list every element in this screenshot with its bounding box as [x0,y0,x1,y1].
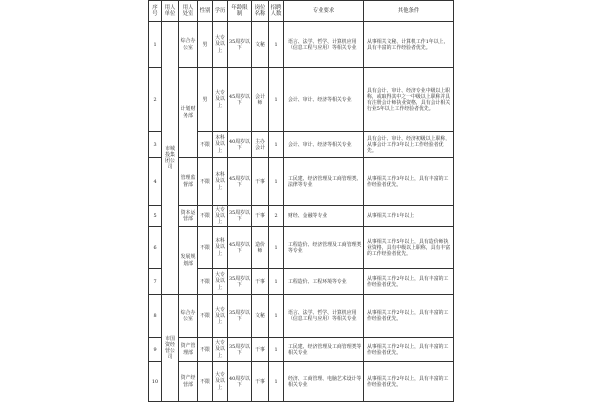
other-cell: 从事相关工作2年以上，具有丰富的工作经验者优先。 [364,338,454,362]
major-cell: 会计、审计、经济等相关专业 [284,68,364,132]
edu-cell: 大专及以上 [213,22,228,68]
recruitment-table [148,0,454,402]
header-other: 其他条件 [364,1,454,22]
major-cell: 语言、法学、哲学、计算机应用（信息工程与应用）等相关专业 [284,22,364,68]
other-cell: 具有会计、审计、经济初级以上职称，从事会计工作3年以上工作经验者优先。 [364,132,454,158]
major-cell: 会计、审计、经济等相关专业 [284,132,364,158]
unit-cell: 市城投集团公司 [162,22,179,295]
header-age: 年龄限制 [228,1,252,22]
other-cell: 从事相关文秘、计算机工作1年以上，具有丰富的工作经验者优先。 [364,22,454,68]
num-cell: 1 [269,158,284,206]
num-cell: 1 [269,338,284,362]
age-cell: 40周岁以下 [228,362,252,402]
age-cell: 45周岁以下 [228,158,252,206]
gender-cell: 不限 [198,295,213,338]
table-row [149,227,454,269]
other-cell: 从事相关工作2年以上，具有丰富的工作经验者优先。 [364,269,454,295]
dept-cell: 综合办公室 [179,295,198,338]
edu-cell: 大专及以上 [213,206,228,227]
num-cell: 1 [269,362,284,402]
gender-cell: 不限 [198,338,213,362]
row-no: 2 [149,68,162,132]
table-row [149,158,454,206]
header-gender: 性别 [198,1,213,22]
edu-cell: 大专及以上 [213,362,228,402]
header-num: 招聘人数 [269,1,284,22]
num-cell: 1 [269,295,284,338]
header-row [149,1,454,22]
gender-cell: 不限 [198,227,213,269]
gender-cell: 不限 [198,206,213,227]
edu-cell: 大专及以上 [213,295,228,338]
table-row [149,338,454,362]
post-cell: 干事 [252,362,269,402]
num-cell: 1 [269,68,284,132]
other-cell: 从事相关工作5年以上，具有造价师执业资格，具有中级以上职称，具有丰富的工作经验者优先。 [364,227,454,269]
age-cell: 45周岁以下 [228,68,252,132]
post-cell: 干事 [252,338,269,362]
gender-cell: 不限 [198,132,213,158]
header-no: 序号 [149,1,162,22]
row-no: 5 [149,206,162,227]
dept-cell: 资本运营部 [179,206,198,227]
post-cell: 干事 [252,158,269,206]
age-cell: 35周岁以下 [228,206,252,227]
post-cell: 文秘 [252,295,269,338]
row-no: 7 [149,269,162,295]
other-cell: 具有会计、审计、经济专业中级以上职称，或取得其中之一中级以上职称并具有注册会计师执业资格，具有会计相关行业5年以上工作经验者优先。 [364,68,454,132]
edu-cell: 大专及以上 [213,68,228,132]
recruitment-table-page [148,0,453,400]
header-edu: 学历 [213,1,228,22]
age-cell: 35周岁以下 [228,22,252,68]
header-post: 岗位名称 [252,1,269,22]
header-unit: 用人单位 [162,1,179,22]
row-no: 6 [149,227,162,269]
unit-cell: 市国资经营公司 [162,295,179,402]
age-cell: 45周岁以下 [228,227,252,269]
edu-cell: 大专及以上 [213,269,228,295]
table-row [149,362,454,402]
gender-cell: 男 [198,22,213,68]
major-cell: 财经、金融等专业 [284,206,364,227]
age-cell: 35周岁以下 [228,338,252,362]
num-cell: 1 [269,22,284,68]
other-cell: 从事相关工作3年以上，具有丰富的工作经验者优先。 [364,158,454,206]
major-cell: 工程造价、工程环境等专业 [284,269,364,295]
age-cell: 40周岁以下 [228,132,252,158]
major-cell: 经济、工商管理、电脑艺术设计等相关专业 [284,362,364,402]
gender-cell: 不限 [198,362,213,402]
gender-cell: 男 [198,68,213,132]
table-row [149,22,454,68]
dept-cell: 计划财务部 [179,68,198,158]
age-cell: 35周岁以下 [228,269,252,295]
dept-cell: 综合办公室 [179,22,198,68]
row-no: 1 [149,22,162,68]
header-major: 专业要求 [284,1,364,22]
major-cell: 语言、法学、哲学、计算机应用（信息工程与应用）等相关专业 [284,295,364,338]
gender-cell: 不限 [198,269,213,295]
table-row [149,206,454,227]
post-cell: 造价师 [252,227,269,269]
dept-cell: 管理监督部 [179,158,198,206]
table-row [149,295,454,338]
header-dept: 用人处室 [179,1,198,22]
num-cell: 1 [269,227,284,269]
row-no: 4 [149,158,162,206]
row-no: 3 [149,132,162,158]
age-cell: 35周岁以下 [228,295,252,338]
post-cell: 主办会计 [252,132,269,158]
major-cell: 工民建、经济管理及工商管理类等相关专业 [284,338,364,362]
num-cell: 1 [269,269,284,295]
row-no: 10 [149,362,162,402]
row-no: 9 [149,338,162,362]
post-cell: 会计师 [252,68,269,132]
other-cell: 从事相关工作1年以上 [364,206,454,227]
major-cell: 工程造价、经济管理及工商管理类等专业 [284,227,364,269]
edu-cell: 大专及以上 [213,338,228,362]
dept-cell: 发展规划部 [179,227,198,295]
gender-cell: 不限 [198,158,213,206]
edu-cell: 本科及以上 [213,227,228,269]
num-cell: 1 [269,132,284,158]
dept-cell: 资产管理部 [179,338,198,362]
post-cell: 文秘 [252,22,269,68]
post-cell: 干事 [252,269,269,295]
table-row [149,68,454,132]
edu-cell: 本科及以上 [213,158,228,206]
num-cell: 2 [269,206,284,227]
other-cell: 从事相关工作2年以上，具有丰富的工作经验者优先。 [364,362,454,402]
other-cell: 从事相关工作2年以上，具有丰富的工作经验者优先。 [364,295,454,338]
major-cell: 工民建、经济管理及工商管理类、法律等专业 [284,158,364,206]
post-cell: 干事 [252,206,269,227]
row-no: 8 [149,295,162,338]
dept-cell: 资产经营部 [179,362,198,402]
edu-cell: 本科及以上 [213,132,228,158]
